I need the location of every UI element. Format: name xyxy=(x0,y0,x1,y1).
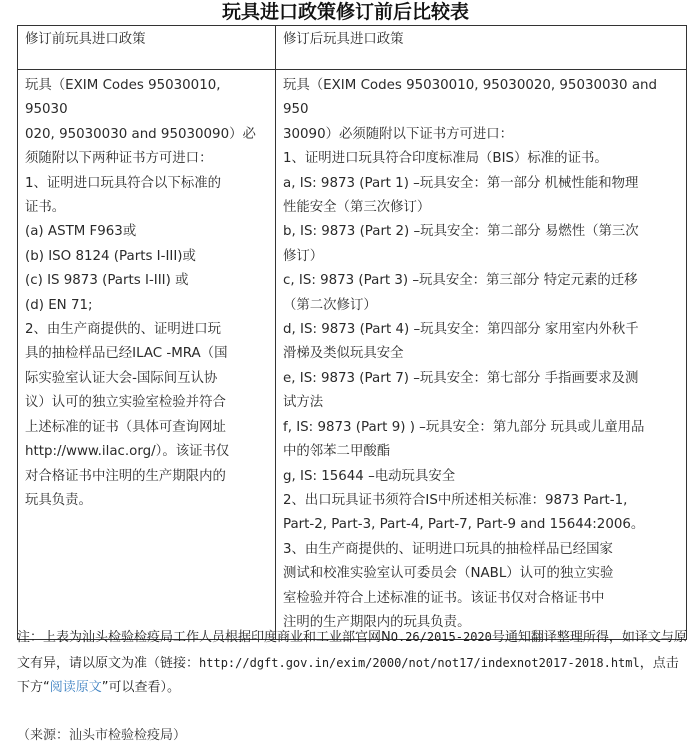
read-original-link[interactable]: 阅读原文 xyxy=(49,680,102,695)
note-text-1: 注：上表为汕头检验检疫局工作人员根据印度商业和工业部官网N xyxy=(17,630,391,645)
policy-line: a, IS: 9873 (Part 1) –玩具安全：第一部分 机械性能和物理 xyxy=(283,175,639,191)
policy-line: 际实验室认证大会-国际间互认协 xyxy=(25,370,218,386)
header-before: 修订前玩具进口政策 xyxy=(18,26,276,70)
policy-line: (c) IS 9873 (Parts I-III) 或 xyxy=(25,273,189,289)
policy-line: 1、证明进口玩具符合印度标准局（BIS）标准的证书。 xyxy=(283,151,608,167)
policy-line: (b) ISO 8124 (Parts I-III)或 xyxy=(25,248,196,264)
policy-line: 2、出口玩具证书须符合IS中所述相关标准：9873 Part-1, xyxy=(283,492,628,508)
comparison-table xyxy=(17,25,687,640)
policy-line: 证书。 xyxy=(25,200,66,216)
policy-line: (a) ASTM F963或 xyxy=(25,224,137,240)
policy-line: http://www.ilac.org/）。该证书仅 xyxy=(25,444,230,460)
policy-line: 须随附以下两种证书方可进口： xyxy=(25,151,213,167)
note-doc-number: O.26/2015-2020 xyxy=(390,630,492,644)
policy-line: 30090）必须随附以下证书方可进口： xyxy=(283,126,514,142)
policy-after-cell xyxy=(276,70,687,640)
policy-line: 具的抽检样品已经ILAC -MRA（国 xyxy=(25,346,228,362)
policy-line: g, IS: 15644 –电动玩具安全 xyxy=(283,468,456,484)
note-text-3: ，点击下方“ xyxy=(17,655,679,695)
policy-line: 修订） xyxy=(283,248,324,264)
policy-line: 性能安全（第三次修订） xyxy=(283,200,431,216)
policy-line: 3、由生产商提供的、证明进口玩具的抽检样品已经国家 xyxy=(283,541,613,557)
policy-line: d, IS: 9873 (Part 4) –玩具安全：第四部分 家用室内外秋千 xyxy=(283,322,639,338)
policy-line: c, IS: 9873 (Part 3) –玩具安全：第三部分 特定元素的迁移 xyxy=(283,273,638,289)
translation-note xyxy=(17,625,687,701)
policy-line: 玩具（EXIM Codes 95030010, 95030 xyxy=(25,78,221,118)
policy-line: Part-2, Part-3, Part-4, Part-7, Part-9 and 15644:2006。 xyxy=(283,517,645,533)
table-header-row xyxy=(18,26,687,70)
policy-before-cell xyxy=(18,70,276,640)
source-line: （来源：汕头市检验检疫局） xyxy=(17,728,187,743)
policy-line: 上述标准的证书（具体可查询网址 xyxy=(25,419,226,435)
policy-line: 玩具（EXIM Codes 95030010, 95030020, 95030030 and 950 xyxy=(283,78,658,118)
policy-line: 020, 95030030 and 95030090）必 xyxy=(25,126,256,142)
table-row xyxy=(18,70,687,640)
policy-line: f, IS: 9873 (Part 9) ) –玩具安全：第九部分 玩具或儿童用品 xyxy=(283,419,645,435)
header-after: 修订后玩具进口政策 xyxy=(276,26,687,70)
policy-line: 测试和校准实验室认可委员会（NABL）认可的独立实验 xyxy=(283,566,614,582)
policy-line: 注明的生产期限内的玩具负责。 xyxy=(283,614,471,630)
note-url: http://dgft.gov.in/exim/2000/not/not17/indexnot2017-2018.html xyxy=(199,655,640,670)
policy-line: 对合格证书中注明的生产期限内的 xyxy=(25,468,226,484)
policy-line: 中的邻苯二甲酸酯 xyxy=(283,444,391,460)
policy-line: 玩具负责。 xyxy=(25,492,92,508)
page-title: 玩具进口政策修订前后比较表 xyxy=(221,1,469,23)
policy-line: （第二次修订） xyxy=(283,297,377,313)
policy-line: 议）认可的独立实验室检验并符合 xyxy=(25,395,226,411)
policy-line: (d) EN 71; xyxy=(25,297,93,313)
policy-line: e, IS: 9873 (Part 7) –玩具安全：第七部分 手指画要求及测 xyxy=(283,370,639,386)
policy-line: 试方法 xyxy=(283,395,324,411)
note-text-4: ”可以查看）。 xyxy=(101,680,181,695)
policy-line: 滑梯及类似玩具安全 xyxy=(283,346,404,362)
policy-line: 1、证明进口玩具符合以下标准的 xyxy=(25,175,221,191)
policy-line: 2、由生产商提供的、证明进口玩 xyxy=(25,322,221,338)
policy-line: b, IS: 9873 (Part 2) –玩具安全：第二部分 易燃性（第三次 xyxy=(283,224,639,240)
note-text-2: 号通知翻译整理所得，如译文与原文有异，请以原文为准（链接： xyxy=(17,630,687,671)
policy-line: 室检验并符合上述标准的证书。该证书仅对合格证书中 xyxy=(283,590,605,606)
